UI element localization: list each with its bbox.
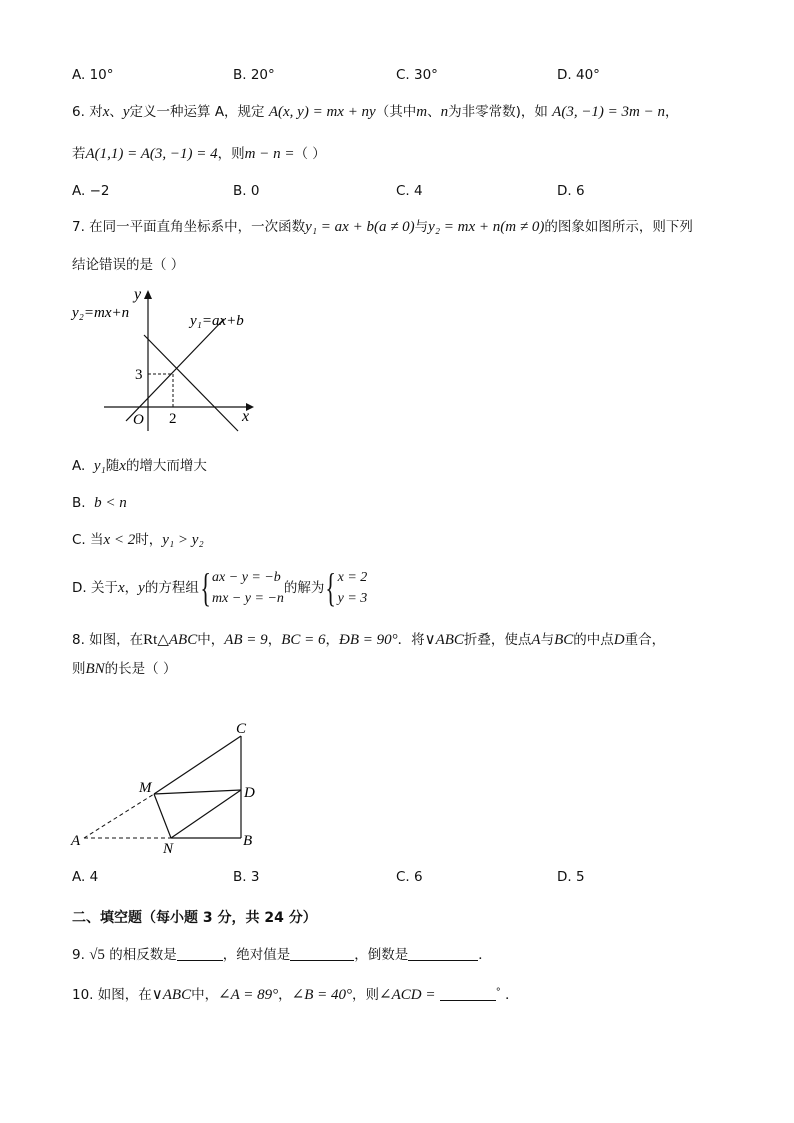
q7-option-d-text: 的解为 [283, 580, 325, 596]
label-y2: y₂=mx+n [72, 305, 130, 321]
q10-triangle: ∨ABC [151, 987, 192, 1003]
q9-text: ，倒数是 [354, 947, 409, 963]
q8-segment-bn: BN [85, 661, 105, 677]
q6-sep: 、 [427, 104, 441, 120]
q7-option-d-text: 的方程组 [144, 580, 199, 596]
q7-function-1: y₁ = ax + b(a ≠ 0) [305, 219, 415, 235]
segment-am [84, 794, 154, 838]
q8-bc: BC = 6 [281, 632, 326, 648]
q10-angle-b: ∠B = 40° [291, 987, 353, 1003]
q7-option-c [72, 531, 204, 549]
q7-text: 的图象如图所示，则下列 [544, 219, 693, 235]
q8-angle-b: ÐB = 90° [338, 632, 398, 648]
q8-option-d: D. 5 [557, 869, 585, 885]
q7-function-2: y₂ = mx + n(m ≠ 0) [428, 219, 545, 235]
q6-text: 为非零常数)，如 [448, 104, 548, 120]
q6-var-m: m [416, 104, 428, 120]
q6-condition: A(1,1) = A(3, −1) = 4 [85, 146, 218, 162]
q7-option-b [72, 494, 127, 512]
segment-mc [154, 736, 241, 794]
q7-graph [66, 283, 266, 433]
q7-equation-1: ax − y = −b [212, 570, 281, 585]
q8-triangle: △ABC [157, 632, 198, 648]
q7-line1 [72, 218, 693, 236]
label-b: B [243, 833, 253, 849]
q6-formula: A(x, y) = mx + ny [268, 104, 376, 120]
q7-equation-2: mx − y = −n [212, 591, 284, 606]
q10-angle-acd: ∠ACD = [379, 987, 436, 1003]
q6-option-b: B. 0 [233, 183, 260, 199]
segment-md [154, 790, 241, 794]
q6-text: 若 [72, 146, 86, 162]
q7-option-a-text: 随 [105, 458, 120, 474]
brace-icon: { [325, 565, 337, 610]
q10-end: ． [505, 987, 519, 1003]
q10-line [72, 984, 519, 1004]
q6-answer-paren: （ ） [294, 146, 326, 162]
q7-option-c-cond: x < 2 [103, 532, 136, 548]
q6-var-y: y [122, 104, 130, 120]
q6-option-a: A. −2 [72, 183, 110, 199]
q8-triangle: ∨ABC [424, 632, 464, 648]
q8-comma: ， [267, 632, 282, 648]
q8-option-c: C. 6 [396, 869, 423, 885]
label-3: 3 [135, 367, 143, 383]
segment-nd [171, 790, 241, 838]
q8-text: ．将 [397, 632, 425, 648]
q7-option-d-comma: ， [124, 580, 139, 596]
q5-option-c: C. 30° [396, 67, 438, 83]
q7-equation-system [212, 567, 284, 609]
q8-line1 [72, 631, 665, 649]
q7-text: 7. 在同一平面直角坐标系中，一次函数 [72, 219, 306, 235]
q6-option-d: D. 6 [557, 183, 585, 199]
q8-line2 [72, 660, 176, 678]
q9-sqrt: √5 [89, 947, 105, 963]
label-origin: O [133, 412, 144, 428]
q7-option-a [72, 457, 207, 475]
q6-line1 [72, 103, 679, 121]
q8-rt: Rt [143, 632, 158, 648]
label-m: M [139, 780, 152, 796]
q10-angle-a: ∠A = 89° [218, 987, 279, 1003]
q6-option-c: C. 4 [396, 183, 423, 199]
q8-figure [66, 718, 266, 858]
q6-text: ，则 [217, 146, 245, 162]
q7-solution-2: y = 3 [337, 591, 368, 606]
q8-text: 重合， [624, 632, 666, 648]
q9-text: ． [478, 947, 492, 963]
line-y2 [144, 335, 238, 431]
q5-option-a: A. 10° [72, 67, 114, 83]
label-n: N [163, 841, 174, 857]
q6-var-n: n [440, 104, 449, 120]
q6-ask: m − n = [244, 146, 295, 162]
q6-example: A(3, −1) = 3m − n [552, 104, 666, 120]
q7-line2: 结论错误的是（ ） [72, 257, 185, 273]
q7-option-b-expr: b < n [94, 495, 127, 511]
label-y1: y₁=ax+b [190, 313, 244, 329]
q8-text: 8. 如图，在 [72, 632, 144, 648]
q7-option-a-text: 的增大而增大 [125, 458, 207, 474]
q8-text: 折叠，使点 [463, 632, 532, 648]
q10-text: ，则 [352, 987, 380, 1003]
q7-solution-system [338, 567, 368, 609]
q10-text: 10. 如图，在 [72, 987, 152, 1003]
q9-text: 的相反数是 [109, 947, 177, 963]
q7-option-a-label: A. [72, 458, 86, 474]
q6-sep: 、 [109, 104, 123, 120]
q6-number: 6. [72, 104, 85, 120]
q8-option-a: A. 4 [72, 869, 99, 885]
q9-number: 9. [72, 947, 85, 963]
segment-mn [154, 794, 171, 838]
label-x-axis: x [242, 408, 250, 425]
q8-text: 中， [197, 632, 225, 648]
q9-line [72, 946, 492, 964]
q9-blank-2[interactable] [290, 946, 354, 961]
q7-text: 与 [414, 219, 429, 235]
q8-text: 与 [540, 632, 555, 648]
q7-option-d-var: y [138, 580, 145, 596]
q8-text: 的中点 [573, 632, 614, 648]
q6-text: 对 [89, 104, 103, 120]
q8-comma: ， [325, 632, 339, 648]
q10-blank[interactable] [440, 986, 496, 1001]
q10-text: 中， [191, 987, 219, 1003]
q8-segment-bc: BC [554, 632, 574, 648]
q7-option-c-text: 时， [135, 532, 163, 548]
q7-option-a-var: x [119, 458, 126, 474]
q6-text: 定义一种运算 A，规定 [129, 104, 265, 120]
q7-option-b-label: B. [72, 495, 86, 511]
q7-option-c-expr: y₁ > y₂ [162, 532, 204, 548]
q5-option-d: D. 40° [557, 67, 600, 83]
label-a: A [71, 833, 81, 849]
q9-text: ，绝对值是 [222, 947, 291, 963]
label-c: C [236, 721, 247, 737]
q8-ab: AB = 9 [224, 632, 268, 648]
q7-option-c-label: C. 当 [72, 532, 104, 548]
q8-point-d: D [613, 632, 625, 648]
q9-blank-1[interactable] [177, 946, 223, 961]
q8-text: 的长是（ ） [104, 661, 177, 677]
q6-var-x: x [102, 104, 110, 120]
q8-point-a: A [531, 632, 541, 648]
label-y-axis: y [134, 286, 142, 303]
q7-option-d-label: D. 关于 [72, 580, 118, 596]
q7-option-d-var: x [117, 580, 125, 596]
q7-option-d [72, 567, 367, 609]
q5-option-b: B. 20° [233, 67, 275, 83]
label-d: D [244, 785, 255, 801]
q8-text: 则 [72, 661, 86, 677]
q7-solution-1: x = 2 [337, 570, 368, 585]
q6-text: （其中 [375, 104, 417, 120]
q8-option-b: B. 3 [233, 869, 260, 885]
q9-blank-3[interactable] [408, 946, 478, 961]
brace-icon: { [200, 565, 211, 610]
section-title: 二、填空题（每小题 3 分，共 24 分） [72, 910, 317, 926]
q7-option-a-var: y₁ [93, 458, 106, 474]
q10-degree: ° [495, 987, 501, 998]
label-2: 2 [169, 411, 177, 427]
y-axis-arrow-icon [144, 290, 152, 299]
q10-comma: ， [278, 987, 292, 1003]
q6-line2 [72, 145, 326, 163]
q6-comma: ， [665, 104, 679, 120]
